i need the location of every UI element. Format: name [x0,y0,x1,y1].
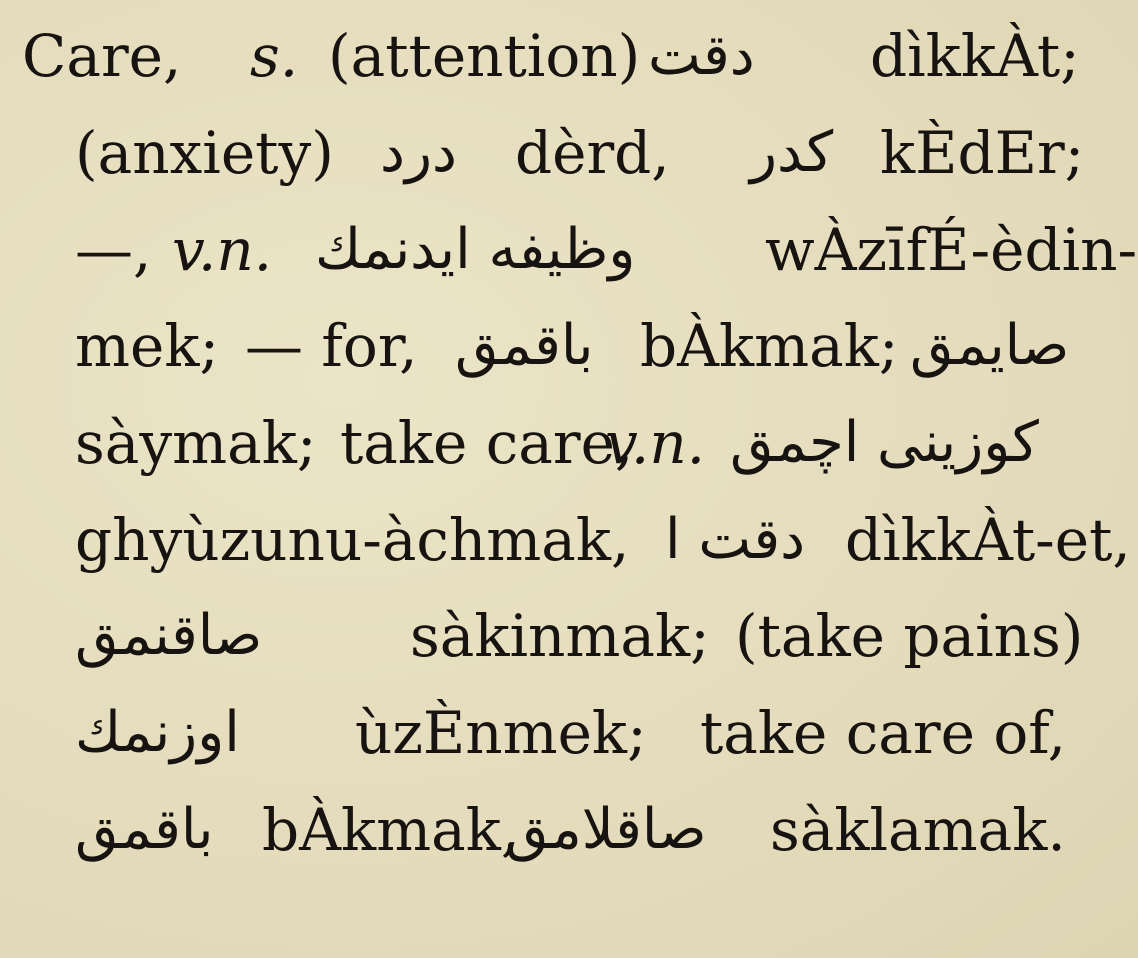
translit-wazife-edinmek: wÀzīfÉ-èdin- [765,216,1138,284]
entry-line-6 [0,490,1138,590]
verb-dash: —, [75,216,152,284]
translit-uzenmek: ùzÈnmek; [355,699,647,767]
entry-line-4 [0,296,1138,396]
entry-line-7 [0,586,1138,686]
arabic-bakmak-2: باقمق [75,797,214,862]
verb-label: v.n. [172,216,273,284]
arabic-sakinmak: صاقنمق [75,603,263,668]
entry-line-5 [0,393,1138,493]
translit-gozunu-achmak: ghyùzunu-àchmak, [75,506,630,574]
translit-saymak: sàymak; [75,409,317,477]
arabic-dikkat-et: دقت ا [665,507,806,572]
translit-dikkat-et: dìkkÀt-et, [845,506,1131,574]
translit-dikkat: dìkkÀt; [870,22,1080,90]
take-care-of-label: take care of, [700,699,1067,767]
entry-line-2 [0,103,1138,203]
translit-keder: kÈdEr; [880,119,1085,187]
translit-derd: dèrd, [515,119,670,187]
arabic-keder: كدر [750,120,834,185]
for-label: — for, [245,312,418,380]
arabic-uzenmek: اوزنمك [75,700,240,765]
translit-saklamak: sàklamak. [770,796,1066,864]
entry-line-1 [0,6,1138,106]
arabic-derd: درد [380,120,457,185]
arabic-wazife-edinmek: وظيفه ايدنمك [315,217,636,282]
take-care-label: take care, [340,409,634,477]
translit-sakinmak: sàkinmak; [410,602,710,670]
verb-label-2: v.n. [605,409,706,477]
arabic-dikkat: دقت [648,23,755,88]
translit-bakmak-2: bÀkmak, [262,796,520,864]
arabic-saymak: صايمق [910,313,1070,378]
arabic-gozunu-achmak: كوزينى اچمق [730,410,1039,475]
translit-wazife-edinmek-cont: mek; [75,312,220,380]
entry-line-3 [0,200,1138,300]
translit-bakmak: bÀkmak; [640,312,899,380]
sense-anxiety: (anxiety) [75,119,334,187]
arabic-saklamak: صاقلامق [505,797,707,862]
sense-attention: (attention) [328,22,641,90]
arabic-bakmak: باقمق [455,313,594,378]
sense-take-pains: (take pains) [735,602,1084,670]
part-of-speech: s. [250,22,299,90]
headword: Care, [22,22,182,90]
entry-line-9 [0,780,1138,880]
entry-line-8 [0,683,1138,783]
